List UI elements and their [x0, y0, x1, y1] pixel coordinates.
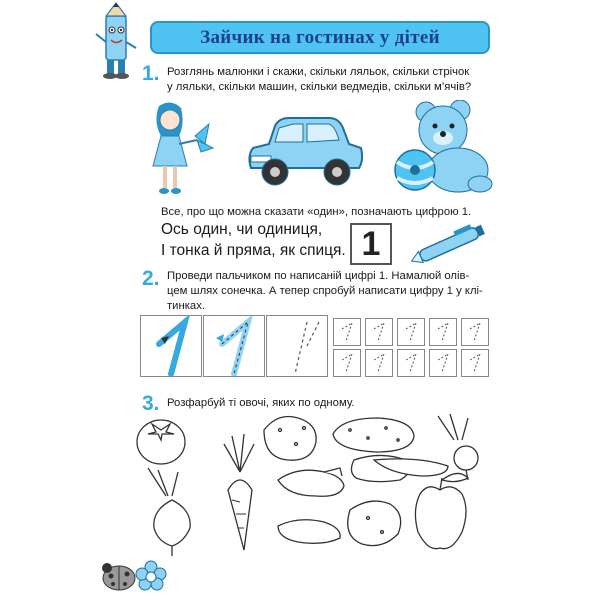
small-cell[interactable] [333, 318, 361, 346]
task-2-text [167, 269, 497, 314]
task-2-line-1: Проведи пальчиком по написаній цифрі 1. Намалюй олів- [167, 270, 470, 282]
page-title: Зайчик на гостинах у дітей [200, 26, 440, 48]
task-2-number: 2. [142, 267, 160, 290]
task-1-line-2: у ляльки, скільки машин, скільки ведмедів, скільки м’ячів? [167, 81, 472, 93]
task-1-text [167, 65, 497, 95]
ball-icon [393, 148, 437, 192]
small-cell[interactable] [333, 349, 361, 377]
onion-icon [148, 468, 190, 556]
ladybug-icon [99, 560, 139, 592]
cucumber-icon [333, 418, 414, 452]
small-cell[interactable] [397, 318, 425, 346]
car-icon [245, 112, 365, 192]
potato-bottom-icon [348, 501, 401, 546]
vegetables-area [128, 410, 500, 560]
pencil-mascot-icon [92, 2, 140, 80]
task-1-line-1: Розглянь малюнки і скажи, скільки ляльок, скільки стрічок [167, 66, 470, 78]
tracing-cell-1[interactable] [140, 315, 202, 377]
small-cell[interactable] [365, 318, 393, 346]
eggplant-icon [278, 468, 344, 496]
rhyme-line-1: Ось один, чи одиниця, [161, 221, 323, 238]
rhyme [161, 219, 351, 261]
tracing-cell-3[interactable] [266, 315, 328, 377]
tomato-icon [137, 420, 185, 464]
flower-icon [135, 560, 167, 592]
task-2-line-3: тинках. [167, 300, 205, 312]
rhyme-line-2: І тонка й пряма, як спиця. [161, 242, 346, 259]
small-cell[interactable] [397, 349, 425, 377]
carrot-icon [224, 434, 254, 550]
task-3-text: Розфарбуй ті овочі, яких по одному. [167, 397, 355, 409]
small-cell[interactable] [429, 349, 457, 377]
apple-icon [415, 473, 468, 548]
small-cell[interactable] [461, 318, 489, 346]
task-1-statement: Все, про що можна сказати «один», позначають цифрою 1. [161, 206, 472, 218]
potato-icon [264, 417, 316, 461]
eggplant-bottom-icon [278, 520, 340, 544]
small-cells-grid [333, 318, 493, 378]
digit-box: 1 [350, 223, 392, 265]
task-2-line-2: цем шлях сонечка. А тепер спробуй написати цифру 1 у клі- [167, 285, 483, 297]
task-3-number: 3. [142, 392, 160, 415]
title-banner [150, 21, 490, 54]
doll-icon [145, 100, 215, 196]
tracing-cell-2[interactable] [203, 315, 265, 377]
small-cell[interactable] [461, 349, 489, 377]
small-cell[interactable] [365, 349, 393, 377]
small-cell[interactable] [429, 318, 457, 346]
pen-icon [408, 222, 492, 266]
task-1-number: 1. [142, 62, 160, 85]
